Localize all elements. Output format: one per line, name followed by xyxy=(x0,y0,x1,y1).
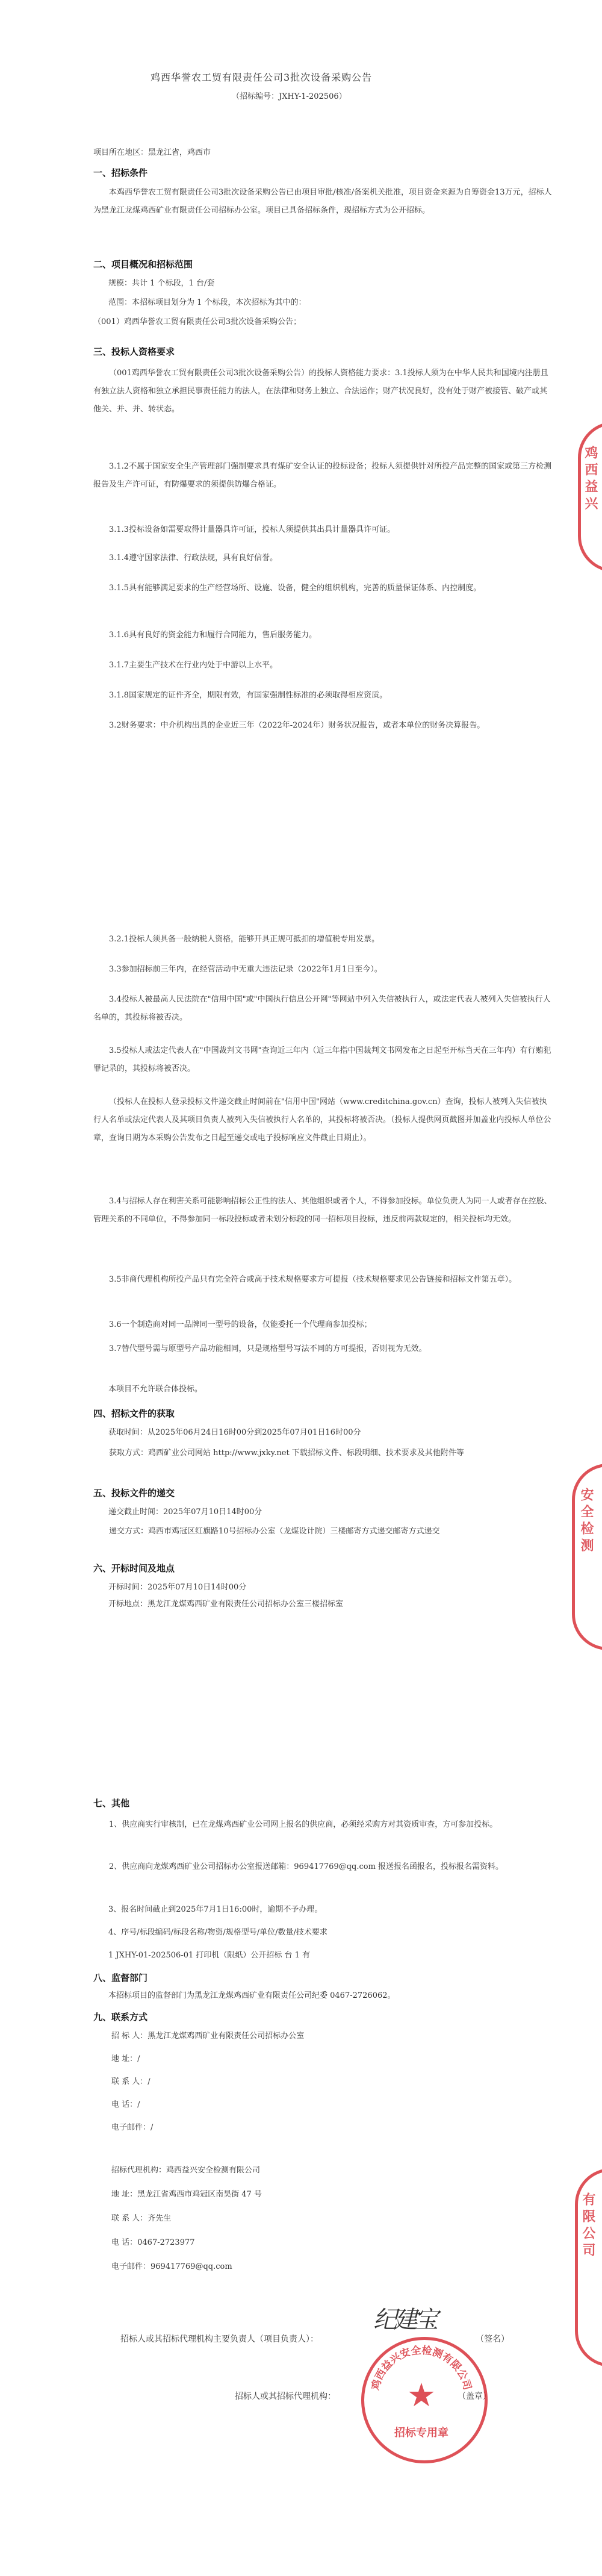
section-heading-1: 一、招标条件 xyxy=(93,167,148,178)
section-8-body: 本招标项目的监督部门为黑龙江龙煤鸡西矿业有限责任公司纪委 0467-2726062。 xyxy=(108,1991,396,2000)
agent-contact: 联 系 人：齐先生 xyxy=(111,2214,172,2223)
svg-text:★: ★ xyxy=(406,2376,436,2414)
section-3-para-12: 3.4投标人被最高人民法院在"信用中国"或"中国执行信息公开网"等网站中列入失信被执行人，或法定代表人被列入失信被执行人名单的，其投标将被否决。 xyxy=(93,995,551,1022)
section-3-para-10: 3.2.1投标人须具备一般纳税人资格，能够开具正规可抵扣的增值税专用发票。 xyxy=(109,935,380,944)
section-heading-9: 九、联系方式 xyxy=(93,2012,148,2022)
section-3-para-16: 3.5非商代理机构所投产品只有完全符合或高于技术规格要求方可提报（技术规格要求见公告链接和招标文件第五章）。 xyxy=(109,1275,517,1284)
section-5-deadline: 递交截止时间：2025年07月10日14时00分 xyxy=(108,1508,262,1517)
svg-text:招标专用章: 招标专用章 xyxy=(394,2427,448,2439)
section-3-para-2: 3.1.2不属于国家安全生产管理部门强制要求具有煤矿安全认证的投标设备；投标人须提供针对所投产品完整的国家或第三方检测报告及生产许可证，有防爆要求的须提供防爆合格证。 xyxy=(93,462,552,489)
agency-seal-stamp xyxy=(361,2337,488,2463)
section-3-para-13: 3.5投标人或法定代表人在"中国裁判文书网"查询近三年内（近三年指中国裁判文书网发布之日起至开标当天在三年内）有行贿犯罪记录的，其投标将被否决。 xyxy=(93,1046,551,1073)
section-4-time: 获取时间：从2025年06月24日16时00分到2025年07月01日16时00分 xyxy=(108,1428,361,1437)
agent-email: 电子邮件：969417769@qq.com xyxy=(111,2262,232,2271)
section-7-para-2: 2、供应商向龙煤鸡西矿业公司招标办公室报送邮箱：969417769@qq.com 报送报名函报名，投标报名需资料。 xyxy=(109,1862,504,1871)
seal-line: 招标人或其招标代理机构： xyxy=(235,2392,336,2401)
section-heading-7: 七、其他 xyxy=(93,1798,130,1809)
tenderer-address: 地 址：/ xyxy=(111,2054,140,2063)
section-4-method: 获取方式：鸡西矿业公司网站 http://www.jxky.net 下载招标文件、标段明细、技术要求及其他附件等 xyxy=(109,1449,464,1458)
section-2-scale: 规模：共计 1 个标段，1 台/套 xyxy=(108,279,215,288)
side-seal-text-3: 有限公司 xyxy=(580,2192,595,2260)
page-title: 鸡西华誉农工贸有限责任公司3批次设备采购公告 xyxy=(150,72,373,83)
section-3-para-5: 3.1.5具有能够满足要求的生产经营场所、设施、设备，健全的组织机构，完善的质量保证体系、内控制度。 xyxy=(109,584,482,593)
section-3-para-11: 3.3参加招标前三年内，在经营活动中无重大违法记录（2022年1月1日至今）。 xyxy=(109,965,382,974)
section-heading-3: 三、投标人资格要求 xyxy=(93,346,175,357)
side-seal-text-1: 鸡西益兴 xyxy=(583,446,598,513)
agent-name: 招标代理机构：鸡西益兴安全检测有限公司 xyxy=(111,2166,261,2175)
section-3-para-8: 3.1.8国家规定的证件齐全，期限有效，有国家强制性标准的必须取得相应资质。 xyxy=(109,691,388,700)
agent-phone: 电 话：0467-2723977 xyxy=(111,2238,195,2247)
project-location: 项目所在地区：黑龙江省，鸡西市 xyxy=(93,148,211,157)
section-3-para-6: 3.1.6具有良好的资金能力和履行合同能力，售后服务能力。 xyxy=(109,631,317,640)
section-2-lot: （001）鸡西华誉农工贸有限责任公司3批次设备采购公告； xyxy=(93,317,302,326)
section-3-para-7: 3.1.7主要生产技术在行业内处于中游以上水平。 xyxy=(109,661,278,670)
section-heading-2: 二、项目概况和招标范围 xyxy=(93,259,193,270)
handwritten-signature: 纪建宝 xyxy=(373,2306,435,2334)
section-2-scope: 范围：本招标项目划分为 1 个标段，本次招标为其中的： xyxy=(108,298,306,307)
section-3-para-3: 3.1.3投标设备如需要取得计量器具许可证，投标人须提供其出具计量器具许可证。 xyxy=(109,525,396,534)
section-3-para-18: 3.7替代型号需与原型号产品功能相同，只是规格型号写法不同的方可提报，否则视为无效。 xyxy=(109,1344,427,1353)
tenderer-name: 招 标 人：黑龙江龙煤鸡西矿业有限责任公司招标办公室 xyxy=(111,2032,305,2041)
signature-line: 招标人或其招标代理机构主要负责人（项目负责人）： xyxy=(120,2334,318,2344)
tenderer-email: 电子邮件：/ xyxy=(111,2123,154,2132)
tenderer-contact: 联 系 人：/ xyxy=(111,2077,150,2086)
section-7-para-5: 1 JXHY-01-202506-01 打印机（限纸）公开招标 台 1 有 xyxy=(108,1951,311,1960)
section-7-para-4: 4、序号/标段编码/标段名称/物资/规格型号/单位/数量/技术要求 xyxy=(108,1928,327,1937)
section-heading-6: 六、开标时间及地点 xyxy=(93,1563,175,1574)
section-3-para-1: （001鸡西华誉农工贸有限责任公司3批次设备采购公告）的投标人资格能力要求：3.1投标人须为在中华人民共和国境内注册且有独立法人资格和独立承担民事责任能力的法人，在法律和财务上独立、合法运作；财产状况良好，没有处于财产被接管、破产或其他关、并、并、转状态。 xyxy=(93,369,548,414)
tender-number: （招标编号：JXHY-1-202506） xyxy=(232,92,347,101)
section-3-para-4: 3.1.4遵守国家法律、行政法规，具有良好信誉。 xyxy=(109,554,278,563)
section-heading-8: 八、监督部门 xyxy=(93,1973,148,1983)
section-heading-4: 四、招标文件的获取 xyxy=(93,1408,175,1419)
section-3-para-14: （投标人在投标人登录投标文件递交截止时间前在"信用中国"网站（www.creditchina.gov.cn）查询，投标人被列入失信被执行人名单或法定代表人及其项目负责人被列入失信被执行人名单的，其投标将被否决。（投标人提供网页截图并加盖业内投标人单位公章，查询日期为本采购公告发布之日起至递交或电子投标响应文件截止日期止）。 xyxy=(93,1097,551,1143)
section-5-method: 递交方式：鸡西市鸡冠区红旗路10号招标办公室（龙煤设计院）三楼邮寄方式递交邮寄方式递交 xyxy=(109,1527,440,1536)
section-6-place: 开标地点：黑龙江龙煤鸡西矿业有限责任公司招标办公室三楼招标室 xyxy=(108,1600,344,1609)
section-6-time: 开标时间：2025年07月10日14时00分 xyxy=(108,1583,247,1592)
side-seal-text-2: 安全检测 xyxy=(579,1488,594,1555)
svg-text:鸡西益兴安全检测有限公司: 鸡西益兴安全检测有限公司 xyxy=(369,2344,474,2392)
section-3-para-9: 3.2财务要求：中介机构出具的企业近三年（2022年-2024年）财务状况报告，或者本单位的财务决算报告。 xyxy=(109,721,485,730)
tenderer-phone: 电 话：/ xyxy=(111,2100,140,2109)
section-3-para-17: 3.6一个制造商对同一品牌同一型号的设备，仅能委托一个代理商参加投标； xyxy=(109,1320,372,1329)
seal-suffix: （盖章） xyxy=(458,2392,491,2401)
section-heading-5: 五、投标文件的递交 xyxy=(93,1488,175,1499)
signature-suffix: （签名） xyxy=(476,2334,509,2344)
section-7-para-3: 3、报名时间截止到2025年7月1日16:00时，逾期不予办理。 xyxy=(108,1905,323,1914)
section-3-para-15: 3.4与招标人存在利害关系可能影响招标公正性的法人、其他组织或者个人，不得参加投标。单位负责人为同一人或者存在控股、管理关系的不同单位，不得参加同一标段投标或者未划分标段的同一招标项目投标，违反前两款规定的，相关投标均无效。 xyxy=(93,1197,552,1224)
section-1-body: 本鸡西华誉农工贸有限责任公司3批次设备采购公告已由项目审批/核准/备案机关批准，项目资金来源为自筹资金13万元，招标人为黑龙江龙煤鸡西矿业有限责任公司招标办公室。项目已具备招标条件，现招标方式为公开招标。 xyxy=(93,188,552,215)
section-3-para-19: 本项目不允许联合体投标。 xyxy=(108,1385,203,1394)
section-7-para-1: 1、供应商实行审核制，已在龙煤鸡西矿业公司网上报名的供应商，必须经采购方对其资质审查，方可参加投标。 xyxy=(109,1820,498,1829)
agent-address: 地 址：黑龙江省鸡西市鸡冠区南昊街 47 号 xyxy=(111,2190,262,2199)
